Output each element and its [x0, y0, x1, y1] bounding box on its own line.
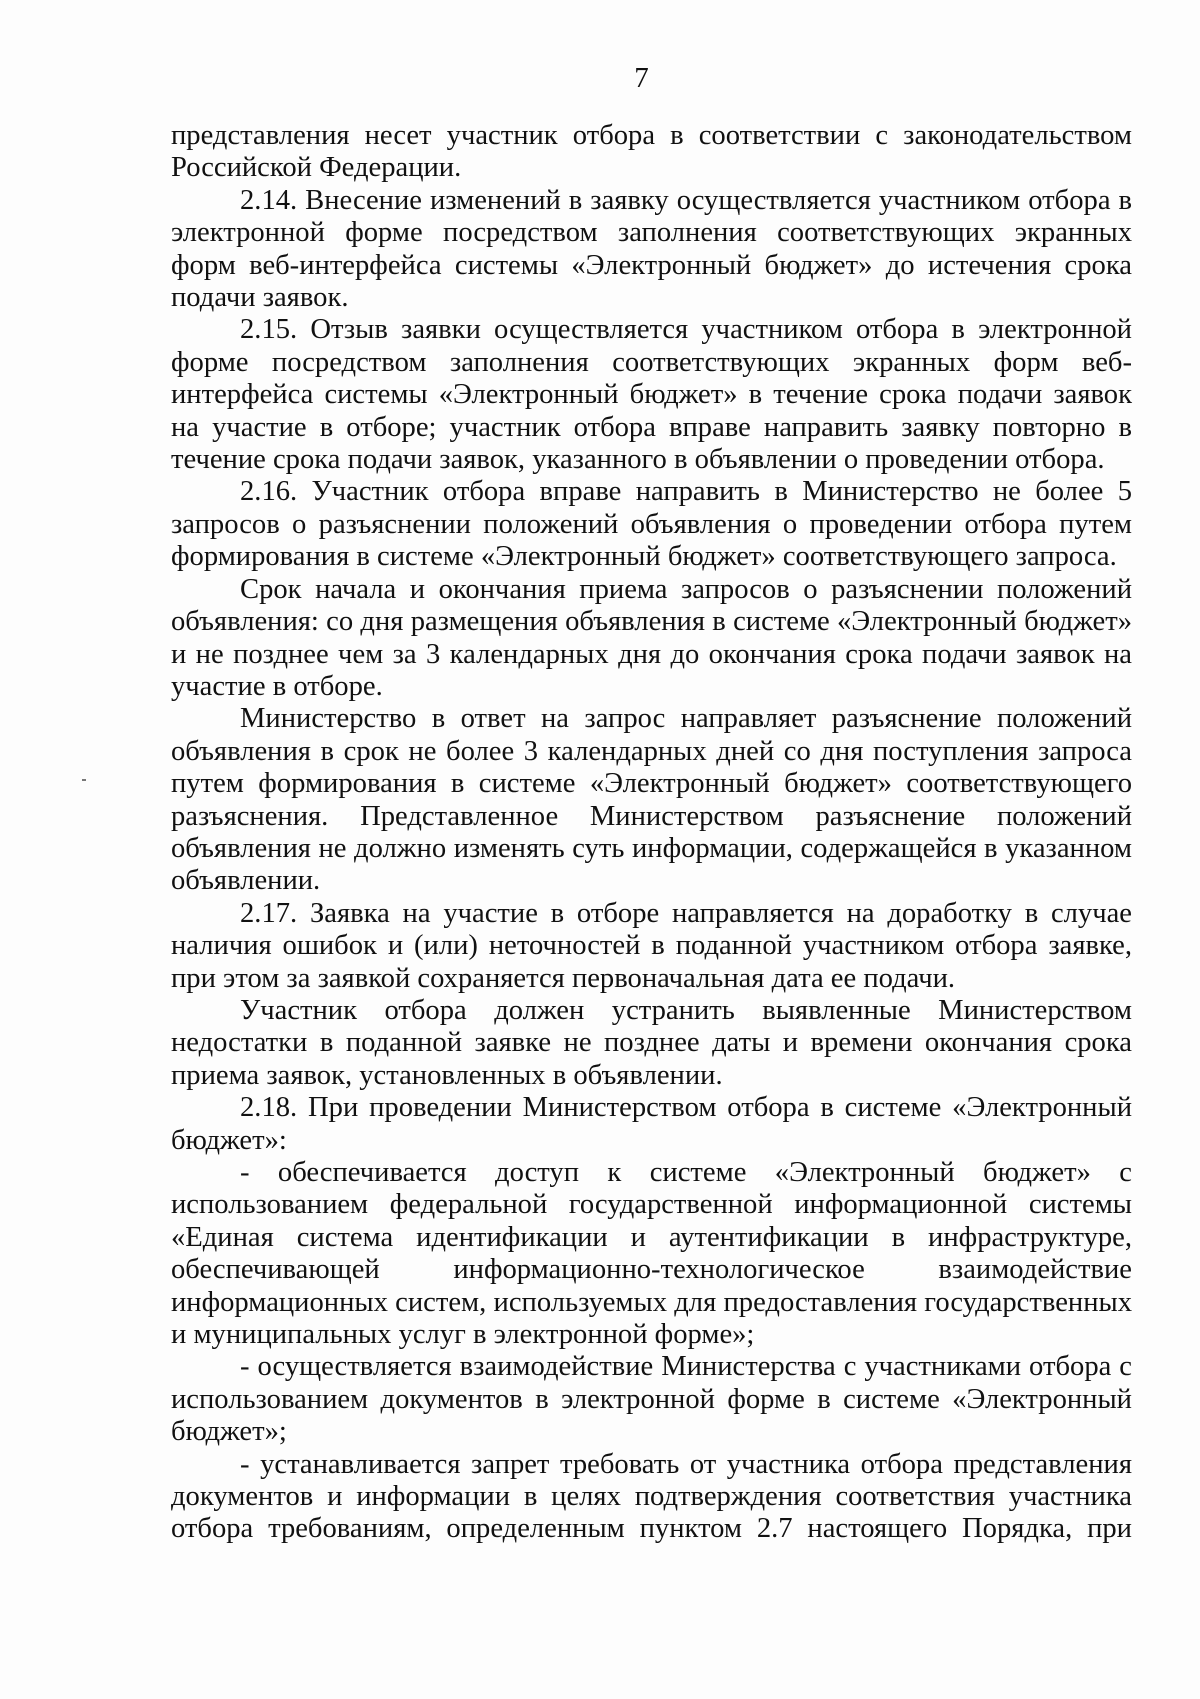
paragraph-2-14: 2.14. Внесение изменений в заявку осуществляется участником отбора в электронной форме посредством заполнения соответствующих экранных форм веб-интерфейса системы «Электронный бюджет» до истечения срока подачи заявок. [171, 184, 1132, 314]
paragraph-fix-deficiencies: Участник отбора должен устранить выявленные Министерством недостатки в поданной заявке не позднее даты и времени окончания срока приема заявок, установленных в объявлении. [171, 994, 1132, 1091]
list-item-prohibition: - устанавливается запрет требовать от участника отбора представления документов и информации в целях подтверждения соответствия участника отбора требованиям, определенным пунктом 2.7 настоящего Порядка, при [171, 1448, 1132, 1545]
margin-mark [82, 779, 86, 781]
paragraph-2-16: 2.16. Участник отбора вправе направить в Министерство не более 5 запросов о разъяснении положений объявления о проведении отбора путем формирования в системе «Электронный бюджет» соответствующего запроса. [171, 476, 1132, 573]
paragraph-2-17: 2.17. Заявка на участие в отборе направляется на доработку в случае наличия ошибок и (или) неточностей в поданной участником отбора заявке, при этом за заявкой сохраняется первоначальная дата ее подачи. [171, 897, 1132, 994]
paragraph-2-18: 2.18. При проведении Министерством отбора в системе «Электронный бюджет»: [171, 1092, 1132, 1156]
list-item-access: - обеспечивается доступ к системе «Электронный бюджет» с использованием федеральной государственной информационной системы «Единая система идентификации и аутентификации в инфраструктуре, обеспечивающей информационно-технологическое взаимодействие информационных систем, используемых для предоставления государственных и муниципальных услуг в электронной форме»; [171, 1157, 1132, 1351]
page-number: 7 [634, 62, 649, 94]
paragraph-2-15: 2.15. Отзыв заявки осуществляется участником отбора в электронной форме посредством заполнения соответствующих экранных форм веб-интерфейса системы «Электронный бюджет» в течение срока подачи заявок на участие в отборе; участник отбора вправе направить заявку повторно в течение срока подачи заявок, указанного в объявлении о проведении отбора. [171, 314, 1132, 476]
document-body [171, 120, 1132, 1546]
paragraph-ministry-response: Министерство в ответ на запрос направляет разъяснение положений объявления в срок не более 3 календарных дней со дня поступления запроса путем формирования в системе «Электронный бюджет» соответствующего разъяснения. Представленное Министерством разъяснение положений объявления не должно изменять суть информации, содержащейся в указанном объявлении. [171, 703, 1132, 897]
paragraph-continuation: представления несет участник отбора в соответствии с законодательством Российской Федерации. [171, 120, 1132, 184]
list-item-interaction: - осуществляется взаимодействие Министерства с участниками отбора с использованием документов в электронной форме в системе «Электронный бюджет»; [171, 1351, 1132, 1448]
paragraph-request-period: Срок начала и окончания приема запросов о разъяснении положений объявления: со дня размещения объявления в системе «Электронный бюджет» и не позднее чем за 3 календарных дня до окончания срока подачи заявок на участие в отборе. [171, 573, 1132, 702]
